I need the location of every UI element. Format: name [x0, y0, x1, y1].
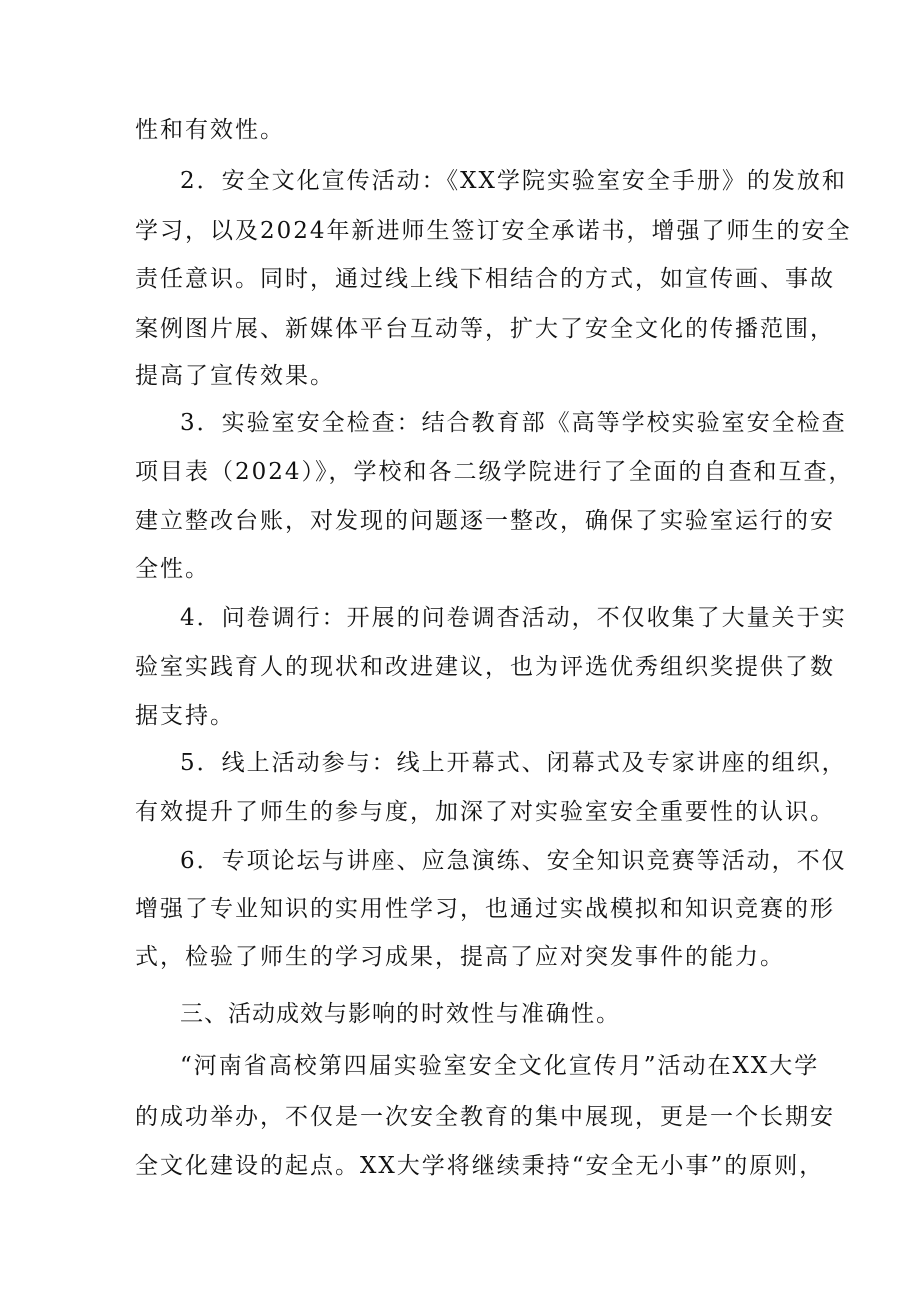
text-line: 学习，以及2024年新进师生签订安全承诺书，增强了师生的安全 — [135, 218, 852, 244]
text-line: 5．线上活动参与：线上开幕式、闭幕式及专家讲座的组织， — [180, 750, 847, 776]
text-line: 式，检验了师生的学习成果，提高了应对突发事件的能力。 — [135, 944, 785, 970]
text-line: 2．安全文化宣传活动：《XX学院实验室安全手册》的发放和 — [180, 168, 847, 194]
text-line: 4．问卷调行：开展的问卷调杳活动，不仅收集了大量关于实 — [180, 605, 847, 631]
text-line: 6．专项论坛与讲座、应急演练、安全知识竞赛等活动，不仅 — [180, 848, 847, 874]
section-heading — [180, 1003, 621, 1026]
section-heading-tail: 的时效性与准确性。 — [396, 1001, 621, 1027]
text-line: 全性。 — [135, 556, 210, 582]
section-heading-label: 三、活动成效与影响 — [180, 1001, 396, 1027]
text-line: 责任意识。同时，通过线上线下相结合的方式，如宣传画、事故 — [135, 266, 835, 292]
text-line: 的成功举办，不仅是一次安全教育的集中展现，更是一个长期安 — [135, 1104, 835, 1130]
text-line: “河南省高校第四届实验室安全文化宣传月”活动在XX大学 — [180, 1053, 820, 1079]
text-line: 性和有效性。 — [135, 117, 285, 143]
text-line: 验室实践育人的现状和改进建议，也为评选优秀组织奖提供了数 — [135, 654, 835, 680]
text-line: 项目表（2024）》，学校和各二级学院进行了全面的自查和互查， — [135, 459, 854, 485]
text-line: 建立整改台账，对发现的问题逐一整改，确保了实验室运行的安 — [135, 508, 835, 534]
text-line: 案例图片展、新媒体平台互动等，扩大了安全文化的传播范围， — [135, 316, 835, 342]
text-line: 提高了宣传效果。 — [135, 363, 335, 389]
text-line: 据支持。 — [135, 703, 235, 729]
text-line: 有效提升了师生的参与度，加深了对实验室安全重要性的认识。 — [135, 799, 835, 825]
text-line: 增强了专业知识的实用性学习，也通过实战模拟和知识竞赛的形 — [135, 896, 835, 922]
text-line: 全文化建设的起点。XX大学将继续秉持“安全无小事”的原则， — [135, 1153, 825, 1179]
text-line: 3．实验室安全检查：结合教育部《高等学校实验室安全检查 — [180, 410, 847, 436]
